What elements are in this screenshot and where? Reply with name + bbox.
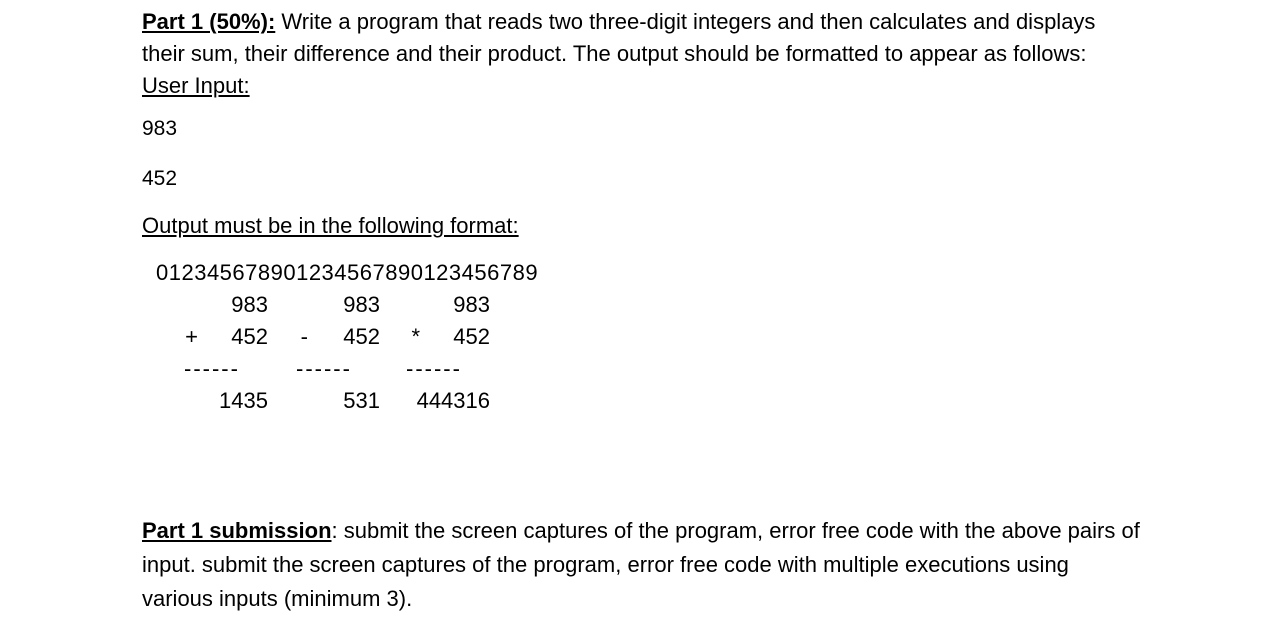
diff-result: 531 bbox=[343, 388, 380, 413]
operand1-prod: 983 bbox=[453, 292, 490, 317]
submission-paragraph bbox=[142, 514, 1142, 616]
times-operator: * bbox=[411, 324, 420, 349]
input-value-2: 452 bbox=[142, 167, 178, 190]
user-input-values bbox=[142, 116, 1142, 192]
output-format-label: Output must be in the following format: bbox=[142, 213, 519, 238]
part1-description: Write a program that reads two three-digit integers and then calculates and displays their sum, their difference and their product. The output should be formatted to appear as follows: bbox=[142, 9, 1096, 66]
sum-divider: ------ bbox=[184, 356, 240, 381]
operand2-diff: 452 bbox=[343, 324, 380, 349]
part1-paragraph bbox=[142, 6, 1142, 70]
document-body bbox=[142, 6, 1142, 413]
operand2-prod: 452 bbox=[453, 324, 490, 349]
submission-heading: Part 1 submission bbox=[142, 518, 332, 543]
part1-heading: Part 1 (50%): bbox=[142, 9, 276, 34]
output-format-example bbox=[142, 260, 1142, 413]
submission-text: : submit the screen captures of the program, error free code with the above pairs of input. submit the screen captures of the program, error free code with multiple executions using various inputs (minimum 3). bbox=[142, 518, 1140, 611]
operand1-diff: 983 bbox=[343, 292, 380, 317]
minus-operator: - bbox=[300, 324, 308, 349]
plus-operator: + bbox=[185, 324, 198, 349]
prod-result: 444316 bbox=[416, 388, 490, 413]
sum-result: 1435 bbox=[219, 388, 268, 413]
user-input-label: User Input: bbox=[142, 73, 250, 98]
operand2-sum: 452 bbox=[231, 324, 268, 349]
prod-divider: ------ bbox=[406, 356, 462, 381]
input-value-1: 983 bbox=[142, 117, 178, 140]
operand1-sum: 983 bbox=[231, 292, 268, 317]
diff-divider: ------ bbox=[296, 356, 352, 381]
column-ruler: 012345678901234567890123456789 bbox=[156, 260, 539, 285]
